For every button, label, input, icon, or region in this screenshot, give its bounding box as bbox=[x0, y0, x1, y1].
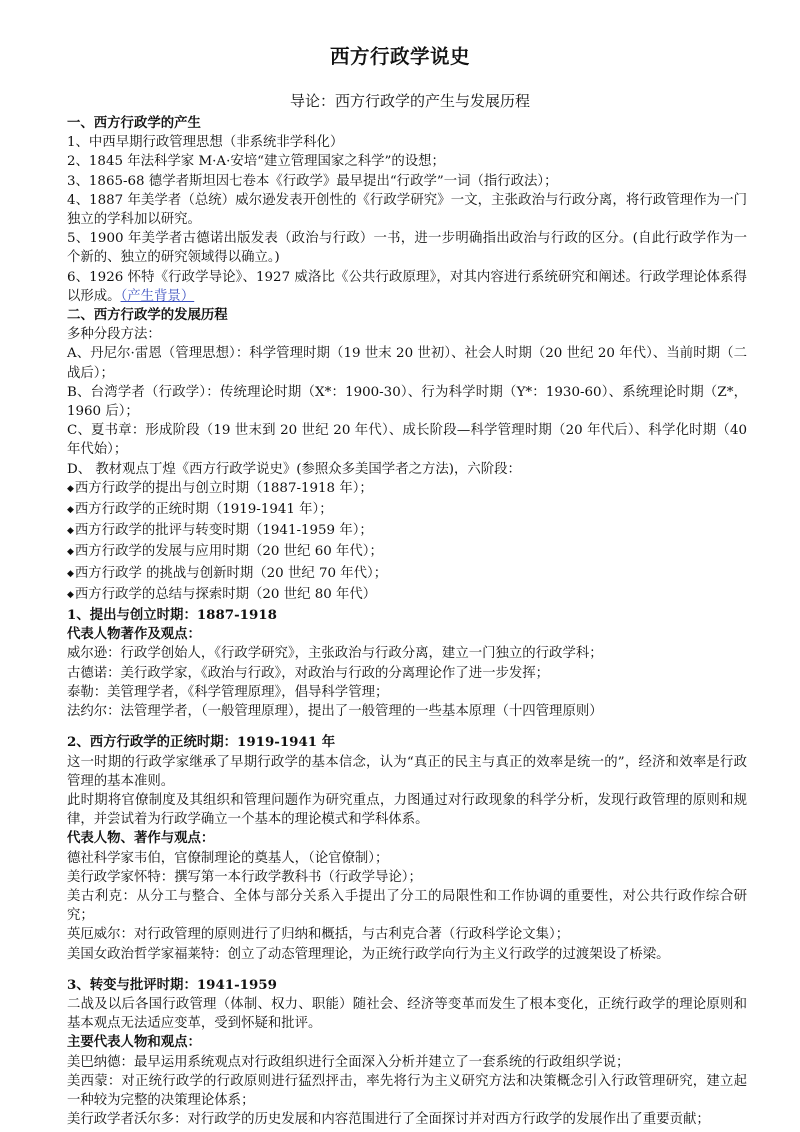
diamond-bullet-icon: ◆ bbox=[67, 483, 74, 494]
list-item: 泰勒：美管理学者，《科学管理原理》，倡导科学管理； bbox=[67, 684, 389, 700]
list-item: 德社科学家韦伯，官僚制理论的奠基人，（论官僚制）； bbox=[67, 850, 389, 866]
sub-heading: 主要代表人物和观点： bbox=[67, 1034, 201, 1051]
period-heading: 2、西方行政学的正统时期：1919-1941 年 bbox=[67, 734, 336, 751]
list-item: D、 教材观点丁煌《西方行政学说史》(参照众多美国学者之方法)，六阶段： bbox=[67, 461, 521, 477]
list-item: 3、1865-68 德学者斯坦因七卷本《行政学》最早提出“行政学”一词（指行政法）； bbox=[67, 173, 558, 189]
stage-item bbox=[67, 585, 747, 606]
stage-text: 西方行政学的正统时期（1919-1941 年）； bbox=[74, 502, 333, 518]
list-item: 美国女政治哲学家福莱特：创立了动态管理理论，为正统行政学向行为主义行政学的过渡架设了桥梁。 bbox=[67, 946, 670, 962]
paragraph: 此时期将官僚制度及其组织和管理问题作为研究重点，力图通过对行政现象的科学分析，发现行政管理的原则和规律，并尝试着为行政学确立一个基本的理论模式和学科体系。 bbox=[67, 792, 747, 828]
list-item: 英厄威尔：对行政管理的原则进行了归纳和概括，与古利克合著（行政科学论文集）； bbox=[67, 927, 570, 943]
list-item: 2、1845 年法科学家 M·A·安培“建立管理国家之科学”的设想； bbox=[67, 154, 445, 170]
list-item: 美古利克：从分工与整合、全体与部分关系入手提出了分工的局限性和工作协调的重要性，对公共行政作综合研究； bbox=[67, 888, 747, 924]
stage-item bbox=[67, 479, 747, 500]
section-heading: 二、西方行政学的发展历程 bbox=[67, 307, 228, 324]
stage-item bbox=[67, 564, 747, 585]
list-item: 威尔逊：行政学创始人，《行政学研究》，主张政治与行政分离，建立一门独立的行政学科； bbox=[67, 646, 603, 662]
list-item: 美行政学者沃尔多：对行政学的历史发展和内容范围进行了全面探讨并对西方行政学的发展作出了重要贡献； bbox=[67, 1112, 710, 1128]
sub-heading: 代表人物、著作与观点： bbox=[67, 830, 215, 847]
stage-item bbox=[67, 542, 747, 563]
list-item-text: 6、1926 怀特《行政学导论》、1927 威洛比《公共行政原理》，对其内容进行系统研究和阐述。行政学理论体系得以形成。 bbox=[67, 269, 747, 304]
stage-text: 西方行政学的总结与探索时期（20 世纪 80 年代） bbox=[74, 586, 377, 602]
methods-label: 多种分段方法： bbox=[67, 327, 161, 343]
diamond-bullet-icon: ◆ bbox=[67, 568, 74, 579]
list-item: A、丹尼尔·雷恩（管理思想）：科学管理时期（19 世末 20 世初）、社会人时期（20 世纪 20 年代）、当前时期（二战后）； bbox=[67, 346, 747, 381]
sub-heading: 代表人物著作及观点： bbox=[67, 626, 201, 643]
diamond-bullet-icon: ◆ bbox=[67, 589, 74, 600]
list-item: 法约尔：法管理学者，（一般管理原理），提出了一般管理的一些基本原理（十四管理原则） bbox=[67, 704, 603, 720]
list-item: 5、1900 年美学者古德诺出版发表（政治与行政）一书，进一步明确指出政治与行政的区分。(自此行政学作为一个新的、独立的研究领域得以确立。) bbox=[67, 231, 747, 266]
section-heading: 一、西方行政学的产生 bbox=[67, 115, 201, 131]
stage-item bbox=[67, 500, 747, 521]
paragraph: 这一时期的行政学家继承了早期行政学的基本信念，认为“真正的民主与真正的效率是统一的”，经济和效率是行政管理的基本准则。 bbox=[67, 754, 747, 789]
background-link[interactable]: （产生背景） bbox=[120, 288, 195, 304]
list-item: C、夏书章：形成阶段（19 世末到 20 世纪 20 年代）、成长阶段—科学管理时期（20 年代后）、科学化时期（40 年代始）； bbox=[67, 423, 747, 458]
stage-text: 西方行政学的提出与创立时期（1887-1918 年）； bbox=[74, 480, 373, 496]
stage-text: 西方行政学的批评与转变时期（1941-1959 年）； bbox=[74, 523, 373, 539]
list-item: 古德诺：美行政学家，《政治与行政》，对政治与行政的分离理论作了进一步发挥； bbox=[67, 665, 550, 681]
list-item: B、台湾学者（行政学）：传统理论时期（X*：1900-30）、行为科学时期（Y*：1930-60）、系统理论时期（Z*，1960 后）； bbox=[67, 384, 747, 420]
document-title: 西方行政学说史 bbox=[329, 45, 470, 68]
spacer bbox=[67, 964, 747, 976]
list-item: 美西蒙：对正统行政学的行政原则进行猛烈抨击，率先将行为主义研究方法和决策概念引入行政管理研究，建立起一种较为完整的决策理论体系； bbox=[67, 1073, 747, 1108]
spacer bbox=[67, 721, 747, 733]
document-subtitle: 导论：西方行政学的产生与发展历程 bbox=[289, 92, 530, 110]
paragraph: 二战及以后各国行政管理（体制、权力、职能）随社会、经济等变革而发生了根本变化，正统行政学的理论原则和基本观点无法适应变革，受到怀疑和批评。 bbox=[67, 996, 747, 1032]
stage-text: 西方行政学 的挑战与创新时期（20 世纪 70 年代）； bbox=[74, 565, 388, 581]
stage-item bbox=[67, 521, 747, 542]
document-body bbox=[67, 114, 747, 1129]
period-heading: 1、提出与创立时期：1887-1918 bbox=[67, 607, 277, 624]
list-item: 美巴纳德：最早运用系统观点对行政组织进行全面深入分析并建立了一套系统的行政组织学说； bbox=[67, 1054, 630, 1070]
list-item bbox=[67, 268, 747, 306]
list-item: 4、1887 年美学者（总统）威尔逊发表开创性的《行政学研究》一文，主张政治与行政分离，将行政管理作为一门独立的学科加以研究。 bbox=[67, 192, 747, 228]
list-item: 1、中西早期行政管理思想（非系统非学科化） bbox=[67, 135, 344, 151]
stage-text: 西方行政学的发展与应用时期（20 世纪 60 年代）； bbox=[74, 544, 383, 560]
diamond-bullet-icon: ◆ bbox=[67, 505, 74, 516]
period-heading: 3、转变与批评时期：1941-1959 bbox=[67, 976, 277, 993]
list-item: 美行政学家怀特：撰写第一本行政学教科书（行政学导论）； bbox=[67, 869, 422, 885]
diamond-bullet-icon: ◆ bbox=[67, 547, 74, 558]
diamond-bullet-icon: ◆ bbox=[67, 526, 74, 537]
